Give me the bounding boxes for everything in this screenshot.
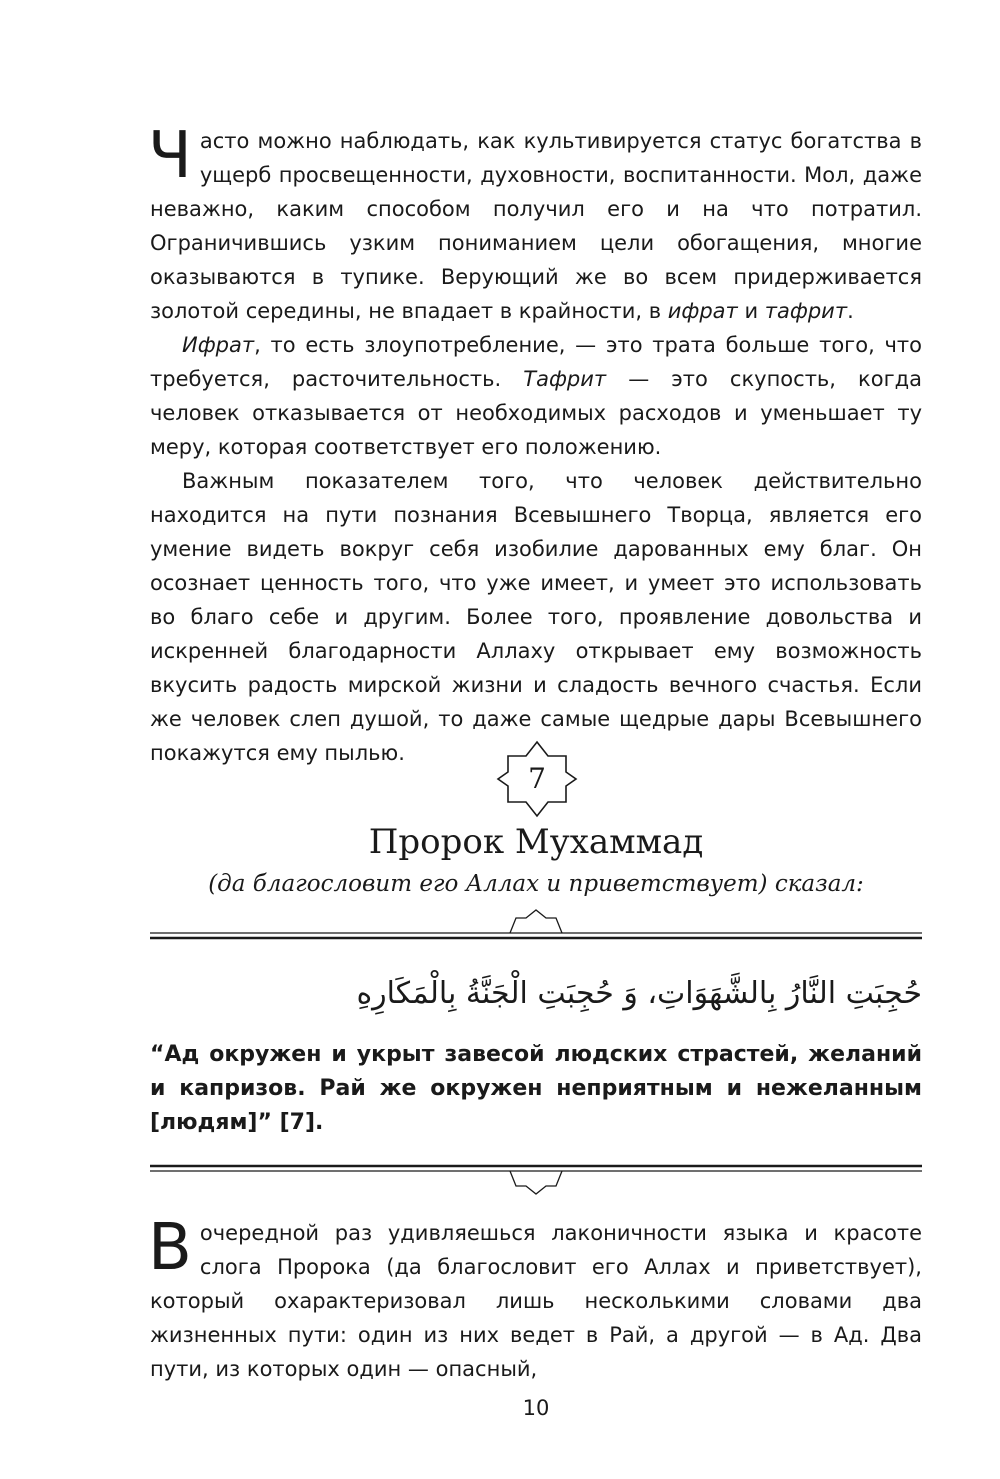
paragraph-2-text-b: — это скупость, когда человек отказывается от необходимых расходов и уменьшает ту меру, которая соответствует его положению. (150, 367, 923, 459)
term-tafrit: тафрит (764, 299, 848, 323)
paragraph-4-text: очередной раз удивляешься лаконичности языка и красоте слога Пророка (да благословит его Аллах и приветствует), который охарактеризовал лишь несколькими словами два жизненных пути: один из них ведет в Рай, а другой — в Ад. Два пути, из которых один — опасный, (150, 1221, 922, 1381)
paragraph-1-text-a: асто можно наблюдать, как культивируется статус богатства в ущерб просвещенности, духовности, воспитанности. Мол, даже неважно, каким способом получил его и на что потратил. Ограничившись узким пониманием цели обогащения, многие оказываются в тупике. Верующий же во всем придерживается золотой середины, не впадает в крайности, в (150, 129, 922, 323)
dropcap-letter: Ч (148, 119, 192, 193)
paragraph-1-text-c: . (847, 299, 854, 323)
paragraph-2-text-a: , то есть злоупотребление, — это трата больше того, что требуется, расточительность. (150, 333, 922, 391)
arabic-hadith-text: حُجِبَتِ النَّارُ بِالشَّهَوَاتِ، وَ حُجِبَتِ الْجَنَّةُ بِالْمَكَارِهِ (356, 976, 922, 1011)
body-text-bottom (148, 1211, 922, 1386)
ornament-divider-top (150, 904, 922, 944)
paragraph-4 (148, 1211, 922, 1386)
paragraph-1-text-b: и (737, 299, 765, 323)
term-ifrat-2: Ифрат (182, 333, 255, 357)
hadith-number-badge (496, 738, 578, 820)
body-text-top (148, 119, 923, 770)
paragraph-3: Важным показателем того, что человек действительно находится на пути познания Всевышнего Творца, является его умение видеть вокруг себя изобилие дарованных ему благ. Он осознает ценность того, что уже имеет, и умеет это использовать во благо себе и другим. Более того, проявление довольства и искренней благодарности Аллаху открывает ему возможность вкусить радость мирской жизни и сладость вечного счастья. Если же человек слеп душой, то даже самые щедрые дары Всевышнего покажутся ему пылью. (150, 469, 922, 765)
paragraph-1 (148, 119, 922, 328)
term-tafrit-2: Тафрит (523, 367, 607, 391)
page-number: 10 (522, 1396, 550, 1420)
hadith-title: Пророк Мухаммад (368, 822, 704, 862)
dropcap-letter-2: В (148, 1211, 192, 1285)
ornament-divider-bottom (150, 1160, 922, 1200)
hadith-translation: “Ад окружен и укрыт завесой людских страстей, желаний и капризов. Рай же окружен неприятным и нежеланным [людям]” [7]. (150, 1042, 922, 1135)
term-ifrat: ифрат (667, 299, 738, 323)
hadith-number: 7 (528, 762, 546, 795)
hadith-subtitle: (да благословит его Аллах и приветствует) сказал: (208, 871, 864, 897)
paragraph-2 (150, 328, 922, 464)
